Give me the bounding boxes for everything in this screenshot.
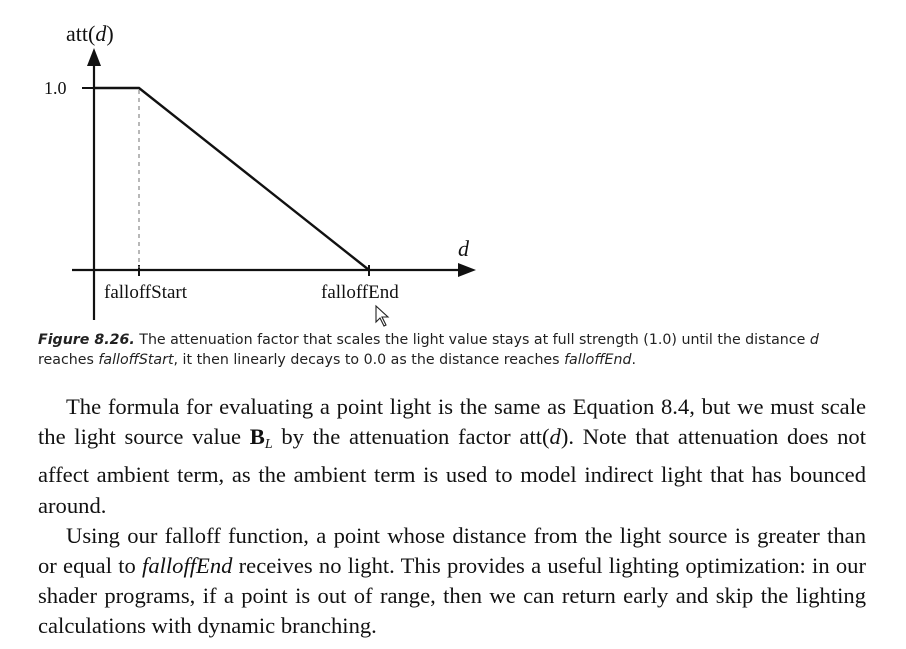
caption-falloff-start: falloffStart <box>98 352 174 368</box>
symbol-b: B <box>249 424 265 450</box>
x-tick-label-falloff-start: falloffStart <box>104 282 188 303</box>
y-tick-label: 1.0 <box>44 78 67 98</box>
figure-number: Figure 8.26. <box>38 332 135 348</box>
figure-caption <box>38 330 878 370</box>
var-d: d <box>549 424 561 450</box>
x-tick-label-falloff-end: falloffEnd <box>321 282 399 303</box>
caption-text: , it then linearly decays to 0.0 as the distance reaches <box>173 352 565 368</box>
mouse-cursor-icon <box>376 306 388 326</box>
caption-text: reaches <box>38 352 99 368</box>
falloff-end-term: falloffEnd <box>142 553 233 579</box>
x-axis-label: d <box>458 236 469 261</box>
caption-text: . <box>631 352 637 368</box>
attenuation-curve <box>94 88 369 270</box>
caption-falloff-end: falloffEnd <box>564 352 632 368</box>
paragraph-1: The formula for evaluating a point light is the same as Equation 8.4, but we must scale the light source value $B_L$ by the attenuation factor att(d). Note that attenuation does not affect ambient term, as the ambient term is used to model indirect light that has bounced around. <box>38 394 866 518</box>
y-axis-arrow <box>87 48 101 66</box>
subscript-l: L <box>264 437 273 453</box>
caption-var-d: d <box>809 332 819 348</box>
y-axis-label: att(d) <box>66 21 114 46</box>
paragraph-2: Using our falloff function, a point whose distance from the light source is greater than or equal to falloffEnd receives no light. This provides a useful lighting optimization: in our shader programs, if a point is out of range, then we can return early and skip the lighting calculations with dynamic branching. <box>38 522 866 639</box>
x-axis-arrow <box>458 263 476 277</box>
body-text <box>38 392 866 642</box>
caption-text: The attenuation factor that scales the light value stays at full strength (1.0) until the distance <box>134 332 810 348</box>
